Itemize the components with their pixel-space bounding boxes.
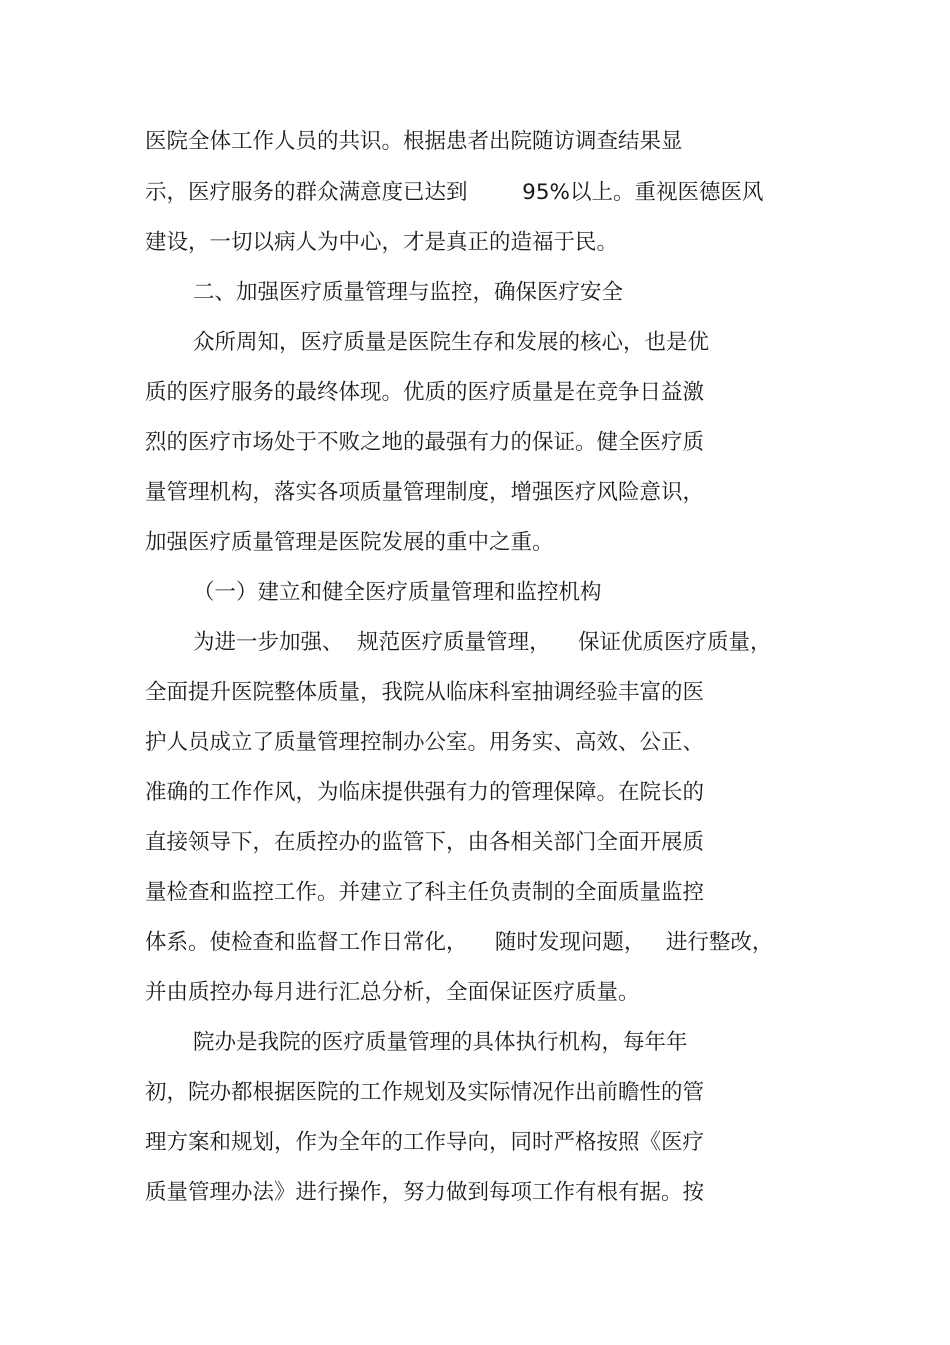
text-line: 量检查和监控工作。并建立了科主任负责制的全面质量监控: [145, 880, 705, 905]
text-line: 众所周知，医疗质量是医院生存和发展的核心，也是优: [193, 330, 710, 355]
text-line: 为进一步加强、 规范医疗质量管理， 保证优质医疗质量，: [193, 630, 772, 655]
text-line: 初，院办都根据医院的工作规划及实际情况作出前瞻性的管: [145, 1080, 705, 1105]
text-line: 准确的工作作风，为临床提供强有力的管理保障。在院长的: [145, 780, 705, 805]
section-heading: 二、加强医疗质量管理与监控，确保医疗安全: [193, 280, 624, 305]
text-line: 理方案和规划，作为全年的工作导向，同时严格按照《医疗: [145, 1130, 705, 1155]
text-line: 量管理机构，落实各项质量管理制度，增强医疗风险意识，: [145, 480, 705, 505]
text-line: 并由质控办每月进行汇总分析，全面保证医疗质量。: [145, 980, 640, 1005]
text-line: 护人员成立了质量管理控制办公室。用务实、高效、公正、: [145, 730, 705, 755]
text-line: 建设，一切以病人为中心，才是真正的造福于民。: [145, 230, 619, 255]
text-line: 院办是我院的医疗质量管理的具体执行机构，每年年: [193, 1030, 688, 1055]
text-line: 烈的医疗市场处于不败之地的最强有力的保证。健全医疗质: [145, 430, 705, 455]
text-line: 示，医疗服务的群众满意度已达到 95%以上。重视医德医风: [145, 180, 764, 205]
text-line: 体系。使检查和监督工作日常化， 随时发现问题， 进行整改，: [145, 930, 774, 955]
text-line: 全面提升医院整体质量，我院从临床科室抽调经验丰富的医: [145, 680, 705, 705]
text-line: 直接领导下，在质控办的监管下，由各相关部门全面开展质: [145, 830, 705, 855]
text-line: 质量管理办法》进行操作，努力做到每项工作有根有据。按: [145, 1180, 705, 1205]
subsection-heading: （一）建立和健全医疗质量管理和监控机构: [193, 580, 602, 605]
text-line: 医院全体工作人员的共识。根据患者出院随访调查结果显: [145, 129, 683, 154]
text-line: 质的医疗服务的最终体现。优质的医疗质量是在竞争日益激: [145, 380, 705, 405]
text-line: 加强医疗质量管理是医院发展的重中之重。: [145, 530, 554, 555]
